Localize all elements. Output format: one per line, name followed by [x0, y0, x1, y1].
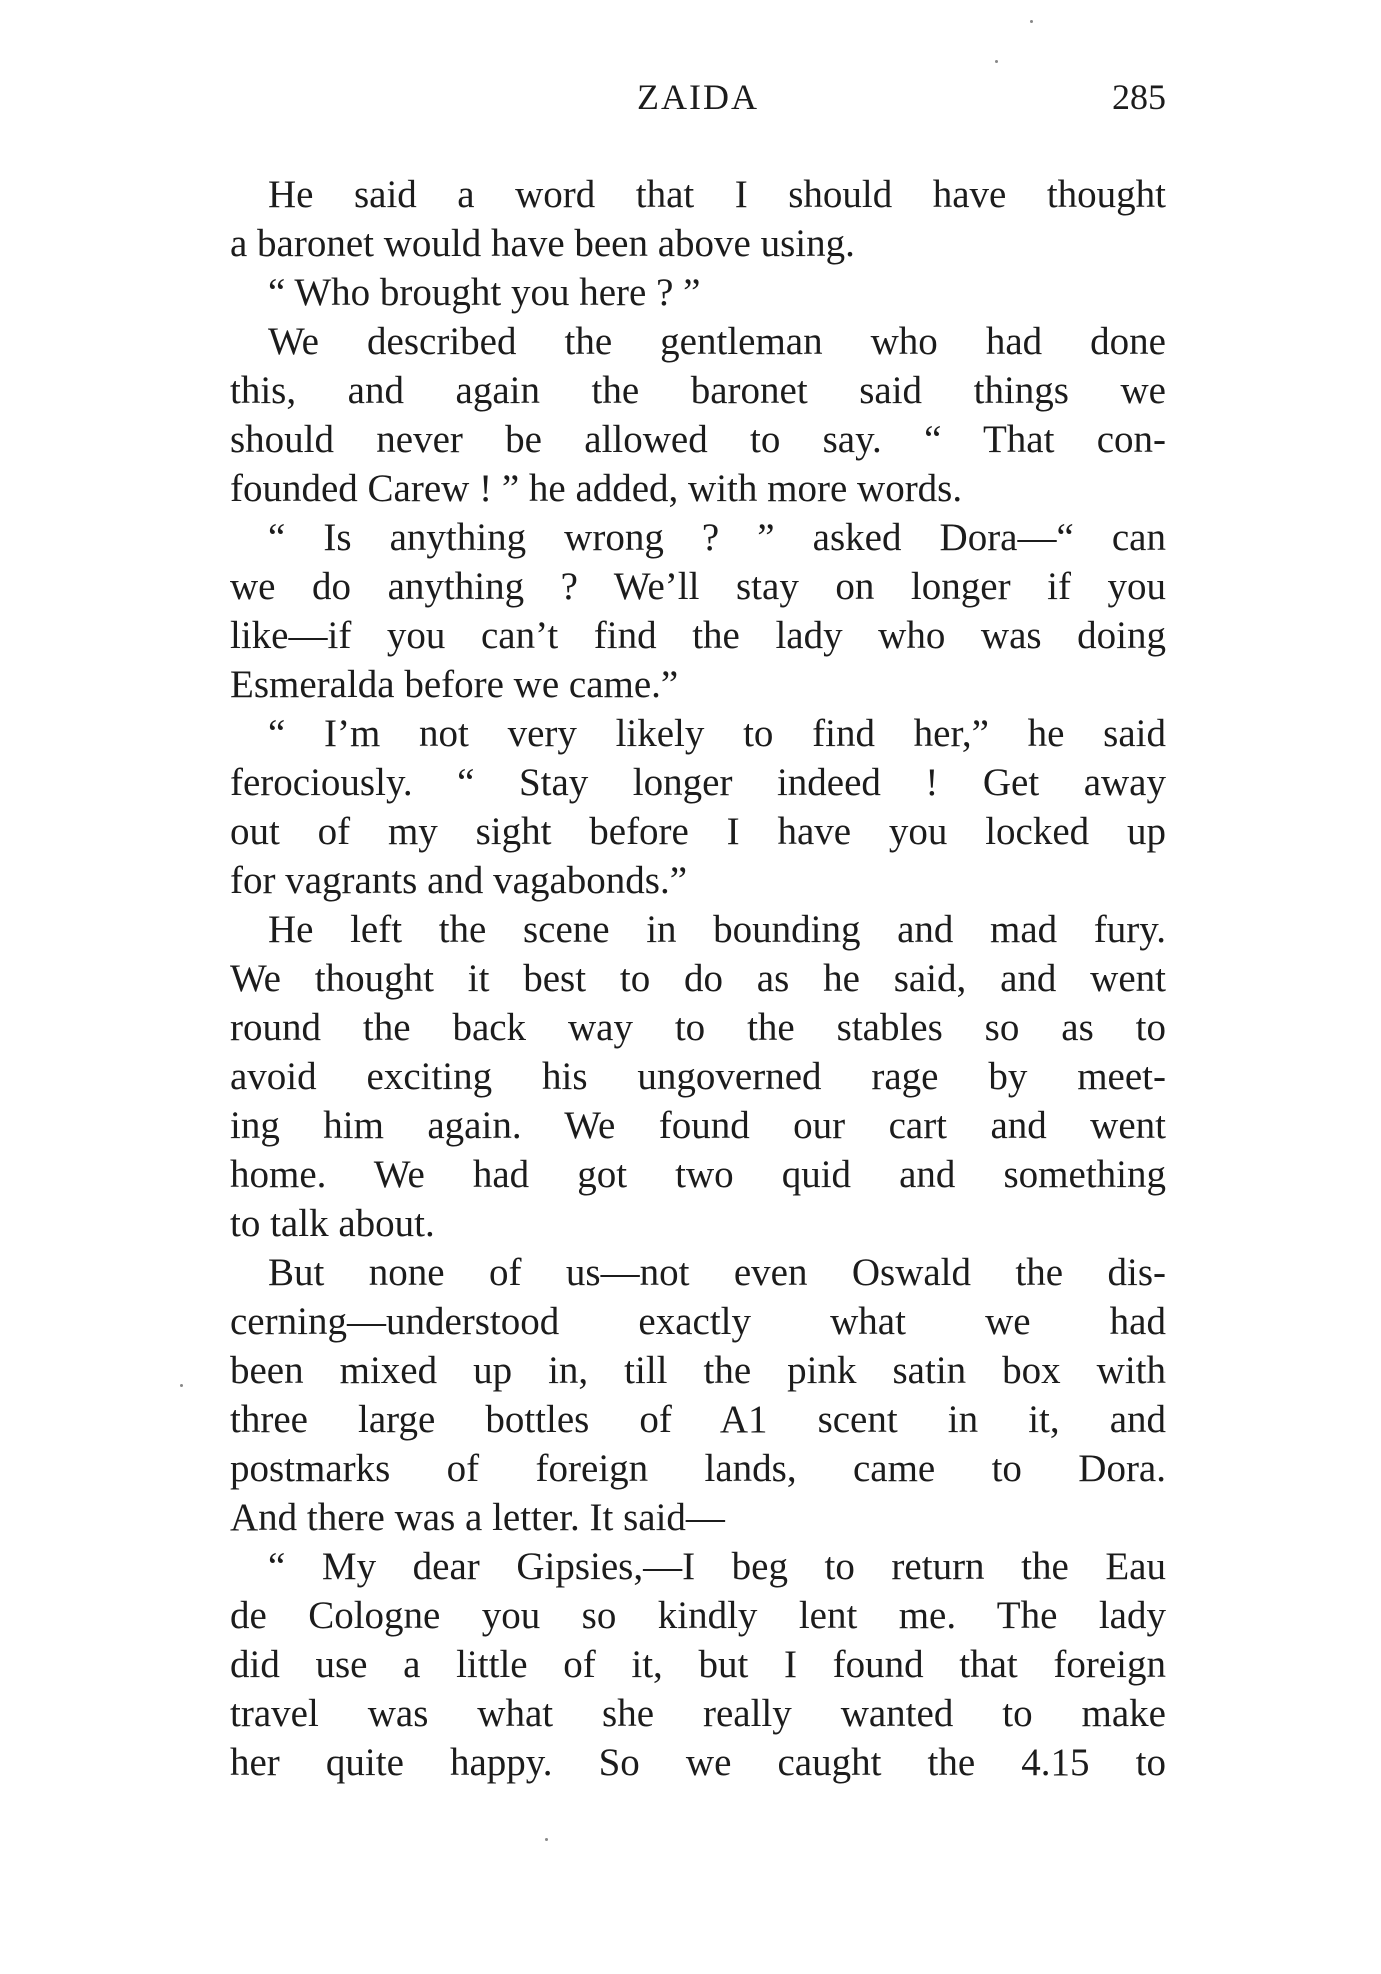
- text-line: should never be allowed to say. “ That con-: [230, 418, 1166, 461]
- text-line: to talk about.: [230, 1202, 435, 1245]
- text-line: cerning—understood exactly what we had: [230, 1300, 1166, 1343]
- text-line: “ My dear Gipsies,—I beg to return the Eau: [268, 1545, 1166, 1588]
- paper-speck: [995, 60, 998, 63]
- text-line: her quite happy. So we caught the 4.15 to: [230, 1741, 1166, 1784]
- text-line: three large bottles of A1 scent in it, and: [230, 1398, 1166, 1441]
- text-line: We thought it best to do as he said, and went: [230, 957, 1166, 1000]
- text-line: a baronet would have been above using.: [230, 222, 855, 265]
- text-line: founded Carew ! ” he added, with more words.: [230, 467, 963, 510]
- text-line: did use a little of it, but I found that foreign: [230, 1643, 1166, 1686]
- text-line: We described the gentleman who had done: [268, 320, 1166, 363]
- text-line: He said a word that I should have thought: [268, 173, 1166, 216]
- text-line: “ Who brought you here ? ”: [268, 271, 701, 314]
- text-line: like—if you can’t find the lady who was doing: [230, 614, 1166, 657]
- text-line: And there was a letter. It said—: [230, 1496, 725, 1539]
- text-line: home. We had got two quid and something: [230, 1153, 1166, 1196]
- text-line: ing him again. We found our cart and went: [230, 1104, 1166, 1147]
- text-line: this, and again the baronet said things we: [230, 369, 1166, 412]
- text-line: postmarks of foreign lands, came to Dora.: [230, 1447, 1166, 1490]
- paper-speck: [180, 1384, 183, 1387]
- body-text: [230, 170, 1166, 1787]
- paper-speck: [1030, 20, 1033, 23]
- text-line: out of my sight before I have you locked up: [230, 810, 1166, 853]
- page-header: [230, 70, 1166, 126]
- running-title: ZAIDA: [637, 77, 759, 117]
- text-line: been mixed up in, till the pink satin box with: [230, 1349, 1166, 1392]
- page-number: 285: [1112, 77, 1166, 117]
- text-line: we do anything ? We’ll stay on longer if you: [230, 565, 1166, 608]
- text-line: “ I’m not very likely to find her,” he said: [268, 712, 1166, 755]
- text-line: de Cologne you so kindly lent me. The lady: [230, 1594, 1166, 1637]
- text-line: He left the scene in bounding and mad fury.: [268, 908, 1166, 951]
- paper-speck: [545, 1838, 548, 1841]
- text-line: travel was what she really wanted to make: [230, 1692, 1166, 1735]
- text-line: for vagrants and vagabonds.”: [230, 859, 688, 902]
- text-line: Esmeralda before we came.”: [230, 663, 679, 706]
- text-line: avoid exciting his ungoverned rage by meet-: [230, 1055, 1166, 1098]
- text-line: round the back way to the stables so as to: [230, 1006, 1166, 1049]
- text-line: But none of us—not even Oswald the dis-: [268, 1251, 1166, 1294]
- text-line: “ Is anything wrong ? ” asked Dora—“ can: [268, 516, 1166, 559]
- text-line: ferociously. “ Stay longer indeed ! Get away: [230, 761, 1166, 804]
